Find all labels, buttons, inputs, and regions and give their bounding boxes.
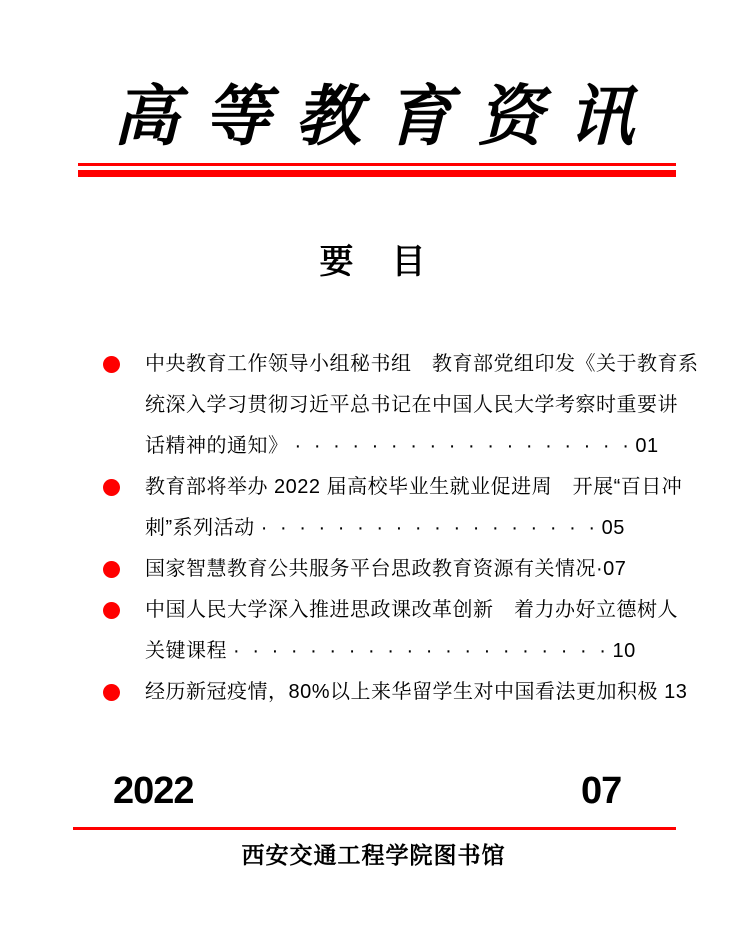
masthead-rule-thin [78,163,676,166]
toc-item-line: 统深入学习贯彻习近平总书记在中国人民大学考察时重要讲 [145,394,678,416]
toc-item-line: 刺”系列活动 · · · · · · · · · · · · · · · · · · 05 [145,517,625,539]
toc-item-line: 中央教育工作领导小组秘书组 教育部党组印发《关于教育系 [145,353,699,375]
publisher-organization: 西安交通工程学院图书馆 [241,842,506,868]
toc-item [103,549,693,590]
footer-rule [73,827,676,830]
masthead-rule-thick [78,170,676,177]
toc-item [103,672,693,713]
table-of-contents [103,344,699,713]
toc-item [103,344,699,467]
red-bullet-icon [103,602,120,619]
toc-item [103,590,693,672]
red-bullet-icon [103,356,120,373]
toc-item-line: 关键课程 · · · · · · · · · · · · · · · · · · · · 10 [145,640,636,662]
toc-item-line: 中国人民大学深入推进思政课改革创新 着力办好立德树人 [145,599,678,621]
masthead-title: 高等教育资讯 [113,81,659,154]
imprint-year: 2022 [113,770,194,812]
toc-item-line: 话精神的通知》 · · · · · · · · · · · · · · · · · · 01 [145,435,659,457]
red-bullet-icon [103,684,120,701]
toc-item [103,467,693,549]
toc-item-line: 经历新冠疫情，80%以上来华留学生对中国看法更加积极 13 [145,681,688,703]
red-bullet-icon [103,561,120,578]
imprint-issue-number: 07 [581,770,622,812]
toc-item-line: 国家智慧教育公共服务平台思政教育资源有关情况·07 [145,558,627,580]
contents-heading: 要 目 [319,244,428,281]
red-bullet-icon [103,479,120,496]
toc-item-line: 教育部将举办 2022 届高校毕业生就业促进周 开展“百日冲 [145,476,683,498]
